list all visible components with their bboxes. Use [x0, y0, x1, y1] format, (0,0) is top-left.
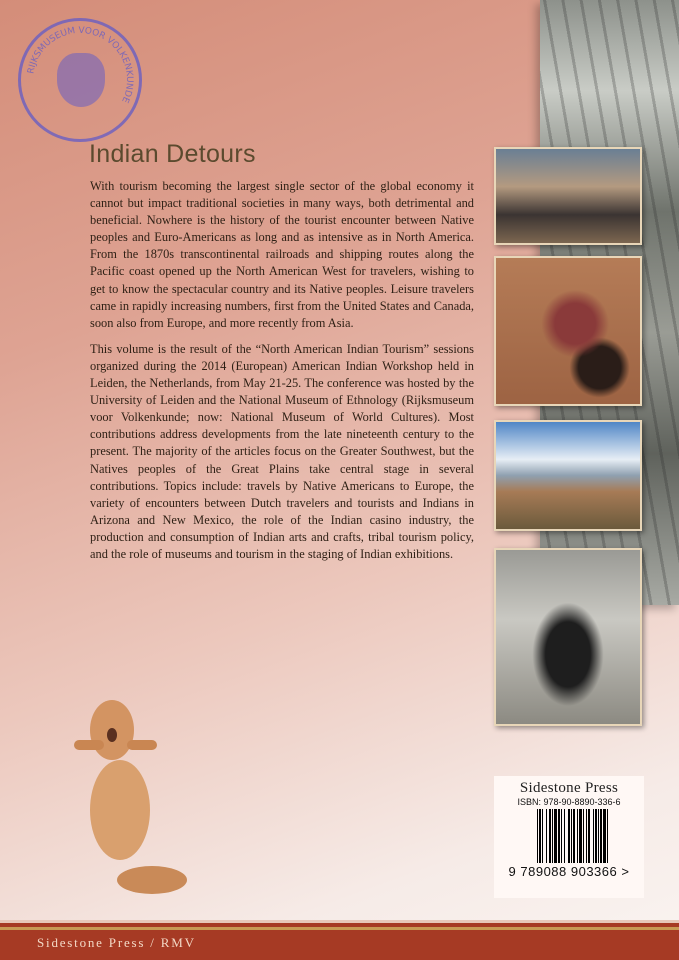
clay-figurine-image — [72, 690, 187, 900]
coat-of-arms-icon — [57, 53, 105, 107]
photo-taos-pueblo — [494, 420, 642, 531]
blurb — [90, 178, 474, 572]
photo-horse-rider — [494, 548, 642, 726]
blurb-paragraph: With tourism becoming the largest single sector of the global economy it cannot but impact traditional societies in many ways, both detrimental and beneficial. Nowhere is the history of the tourist encounter between Native peoples and Euro-Americans as long and as intensive as in North America. From the 1870s transcontinental railroads and shipping routes along the Pacific coast opened up the North American West for travelers, wishing to get to know the spectacular country and its Native peoples. Leisure travelers came in rapidly increasing numbers, first from the United States and Canada, soon also from Europe, and more recently from Asia. — [90, 179, 474, 330]
isbn-barcode-block — [494, 776, 644, 898]
footer-bar — [0, 920, 679, 960]
museum-seal-stamp — [18, 18, 142, 142]
barcode-digits: 9 789088 903366 > — [508, 864, 630, 879]
footer-imprint: Sidestone Press / RMV — [37, 935, 196, 950]
svg-text:RIJKSMUSEUM VOOR VOLKENKUNDE: RIJKSMUSEUM VOOR VOLKENKUNDE — [26, 25, 135, 105]
photo-tourist-market — [494, 147, 642, 245]
publisher-name: Sidestone Press — [519, 780, 619, 796]
photo-potter-woman — [494, 256, 642, 406]
blurb-paragraph: This volume is the result of the “North American Indian Tourism” sessions organized during the 2014 (European) American Indian Workshop held in Leiden, the Netherlands, from May 21-25. The conference was hosted by the University of Leiden and the National Museum of Ethnology (Rijksmuseum voor Volkenkunde; now: National Museum of World Cultures). Most contributions address developments from the late nineteenth century to the present. The majority of the articles focus on the Greater Southwest, but the Natives peoples of the Great Plains take central stage in several contributions. Topics include: travels by Native Americans to Europe, the variety of encounters between Dutch travelers and tourists and Indians in Arizona and New Mexico, the role of the Indian casino industry, the production and consumption of Indian arts and crafts, tribal tourism policy, and the role of museums and tourism in the staging of Indian exhibitions. — [90, 341, 474, 561]
isbn-number: ISBN: 978-90-8890-336-6 — [517, 797, 621, 807]
barcode-bar — [608, 809, 610, 863]
barcode — [502, 809, 644, 863]
book-title: Indian Detours — [89, 140, 256, 168]
